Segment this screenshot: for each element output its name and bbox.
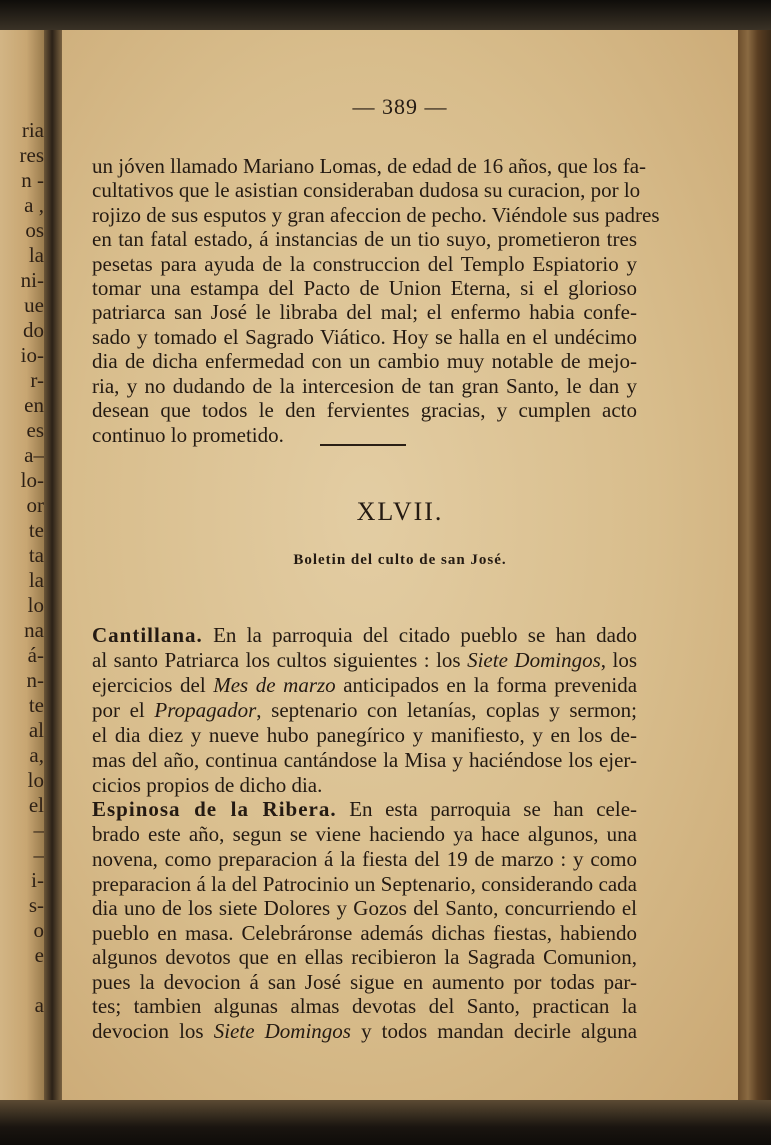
place-name: Cantillana. [92,623,203,647]
text-line: preparacion á la del Patrocinio un Septenario, considerando cada [92,872,637,896]
margin-fragment: es [26,418,44,442]
margin-fragment: do [23,318,44,342]
text-line: el dia diez y nueve hubo panegírico y manifiesto, y en los de- [92,723,637,747]
text-span: En esta parroquia se han cele- [349,797,638,821]
margin-fragment: io- [20,343,44,367]
text-line: patriarca san José le libraba del mal; el enfermo habia confe- [92,300,637,324]
margin-fragment: – [33,818,44,842]
margin-fragment: a [34,993,44,1017]
section-divider [320,444,406,446]
book-top-edge [0,0,771,30]
text-line: pueblo en masa. Celebráronse además dichas fiestas, habiendo [92,921,637,945]
margin-fragment: a , [24,193,44,217]
text-line [92,698,637,722]
text-line: pesetas para ayuda de la construccion del Templo Espiatorio y [92,252,637,276]
text-span: En la parroquia del citado pueblo se han dado [213,623,637,647]
text-line: tes; tambien algunas almas devotas del Santo, practican la [92,994,637,1018]
margin-fragment: e [34,943,44,967]
text-line: dia de dicha enfermedad con un cambio muy notable de mejo- [92,349,637,373]
margin-fragment: te [28,518,44,542]
margin-fragment: na [24,618,44,642]
text-line: tomar una estampa del Pacto de Union Eterna, si el glorioso [92,276,637,300]
italic-title: Mes de marzo [213,673,336,697]
place-name: Espinosa de la Ribera. [92,797,337,821]
margin-fragment: ue [24,293,44,317]
text-line: novena, como preparacion á la fiesta del 19 de marzo : y como [92,847,637,871]
text-line: brado este año, segun se viene haciendo ya hace algunos, una [92,822,637,846]
margin-fragment: – [33,843,44,867]
margin-fragment: lo [27,768,44,792]
text-span: , los [600,648,638,672]
text-span: al santo Patriarca los cultos siguientes : los [92,648,461,672]
margin-fragment: n - [21,168,44,192]
text-line: ria, y no dudando de la intercesion de tan gran Santo, le dan y [92,374,637,398]
text-line: pues la devocion á san José sigue en aumento por todas par- [92,970,637,994]
book-bottom-edge [0,1100,771,1145]
section-heading: XLVII. [356,497,444,526]
italic-title: Siete Domingos [467,648,601,672]
margin-fragment: i- [31,868,44,892]
margin-fragment: a, [29,743,44,767]
margin-fragment: ria [21,118,44,142]
text-span: anticipados en la forma prevenida [343,673,638,697]
text-line: continuo lo prometido. [92,423,284,447]
text-line: desean que todos le den fervientes gracias, y cumplen acto [92,398,637,422]
left-page-edge [0,30,44,1105]
text-line: rojizo de sus esputos y gran afeccion de pecho. Viéndole sus padres [92,203,660,227]
text-line: un jóven llamado Mariano Lomas, de edad de 16 años, que los fa- [92,154,647,178]
text-span: por el [92,698,145,722]
margin-fragment: r- [30,368,44,392]
book-gutter [44,30,62,1105]
margin-fragment: ni- [20,268,44,292]
margin-fragment: os [25,218,44,242]
text-line: algunos devotos que en ellas recibieron la Sagrada Comunion, [92,945,637,969]
text-line: dia uno de los siete Dolores y Gozos del Santo, concurriendo el [92,896,637,920]
text-line: en tan fatal estado, á instancias de un tio suyo, prometieron tres [92,227,637,251]
margin-fragment: la [28,243,44,267]
margin-fragment: o [33,918,44,942]
text-line [92,797,637,821]
text-span: devocion los [92,1019,204,1043]
italic-title: Propagador [154,698,257,722]
text-line [92,648,637,672]
margin-fragment: en [24,393,44,417]
margin-fragment: s- [28,893,44,917]
text-line [92,1019,637,1043]
text-line: cultativos que le asistian consideraban dudosa su curacion, por lo [92,178,641,202]
text-line: cicios propios de dicho dia. [92,773,323,797]
margin-fragment: al [28,718,44,742]
text-span: y todos mandan decirle alguna [361,1019,638,1043]
text-line [92,673,637,697]
text-line: mas del año, continua cantándose la Misa y haciéndose los ejer- [92,748,637,772]
section-subheading: Boletin del culto de san José. [293,552,507,568]
margin-fragment: n- [26,668,44,692]
text-line: sado y tomado el Sagrado Viático. Hoy se halla en el undécimo [92,325,637,349]
margin-fragment: lo- [20,468,44,492]
margin-fragment: or [26,493,44,517]
margin-fragment: lo [27,593,44,617]
margin-fragment: á- [27,643,44,667]
right-page-stack-edge [738,30,771,1102]
margin-fragment: res [19,143,44,167]
text-line [92,623,637,647]
book-page [62,30,738,1102]
text-span: , septenario con letanías, coplas y sermon; [256,698,637,722]
margin-fragment: a– [24,443,44,467]
margin-fragment: la [28,568,44,592]
margin-fragment: el [28,793,44,817]
text-span: ejercicios del [92,673,206,697]
margin-fragment: ta [28,543,44,567]
page-number: — 389 — [352,94,448,119]
margin-fragment: te [28,693,44,717]
italic-title: Siete Domingos [213,1019,351,1043]
